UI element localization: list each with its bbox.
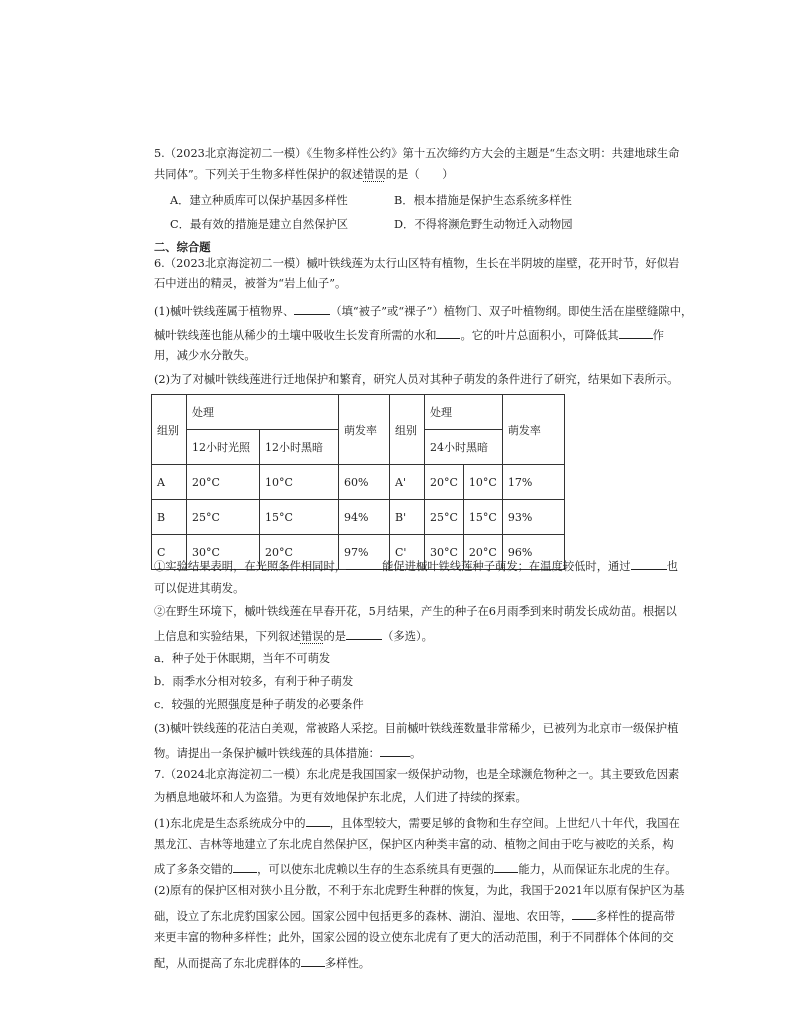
q6-choice-a[interactable]: a．种子处于休眠期，当年不可萌发	[154, 652, 331, 665]
q5-option-c[interactable]: C．最有效的措施是建立自然保护区	[170, 218, 349, 231]
table-cell: B'	[390, 500, 425, 535]
table-header-dark24: 24小时黑暗	[425, 430, 503, 465]
q7-part1-line2: 黑龙江、吉林等地建立了东北虎自然保护区，保护区内种类丰富的动、植物之间由于吃与被吃的关系，构	[154, 838, 674, 851]
table-cell: 15°C	[463, 500, 502, 535]
answer-blank[interactable]	[294, 302, 330, 315]
table-cell: 20°C	[187, 465, 260, 500]
table-header-treatment: 处理	[425, 395, 503, 430]
answer-blank[interactable]	[494, 860, 518, 873]
q6-result1-line2: 可以促进其萌发。	[154, 582, 245, 595]
table-cell: 20°C	[425, 465, 464, 500]
table-cell: 20°C	[260, 535, 339, 570]
q6-result2-line1: ②在野生环境下，槭叶铁线莲在早春开花，5月结果，产生的种子在6月雨季到来时萌发长成幼苗。根据以	[154, 605, 677, 618]
answer-blank[interactable]	[306, 814, 330, 827]
table-row	[152, 465, 565, 500]
table-cell: 96%	[502, 535, 564, 570]
q7-part2-line2: 础，设立了东北虎豹国家公园。国家公园中包括更多的森林、湖泊、湿地、农田等， 多样性的提高带	[154, 907, 675, 925]
germination-table	[151, 394, 565, 570]
q7-intro-line2: 为栖息地破坏和人为盗猎。为更有效地保护东北虎，人们进了持续的探索。	[154, 791, 527, 804]
table-cell: 25°C	[187, 500, 260, 535]
table-cell: 30°C	[425, 535, 464, 570]
emphasis-mark: 错误	[363, 168, 386, 181]
q5-option-d[interactable]: D．不得将濒危野生动物迁入动物园	[394, 218, 573, 231]
section-heading: 二、综合题	[154, 240, 211, 254]
q6-intro-line1: 6.（2023北京海淀初二一模）槭叶铁线莲为太行山区特有植物，生长在半阴坡的崖壁，花开时节，好似岩	[154, 257, 680, 270]
q6-part3-line1: (3)槭叶铁线莲的花洁白美观，常被路人采挖。目前槭叶铁线莲数量非常稀少，已被列为北京市一级保护植	[154, 722, 679, 735]
q6-intro-line2: 石中迸出的精灵，被誉为“岩上仙子”。	[154, 277, 347, 290]
table-cell: 30°C	[187, 535, 260, 570]
table-cell: 10°C	[260, 465, 339, 500]
q5-stem-line1: 5.（2023北京海淀初二一模）《生物多样性公约》第十五次缔约方大会的主题是“生态文明：共建地球生命	[154, 147, 680, 160]
table-cell: 17%	[502, 465, 564, 500]
table-cell: 20°C	[463, 535, 502, 570]
table-cell: B	[152, 500, 187, 535]
table-cell: C'	[390, 535, 425, 570]
emphasis-mark: 错误	[300, 630, 324, 643]
table-header-rate: 萌发率	[502, 395, 564, 465]
table-header-group: 组别	[390, 395, 425, 465]
q6-choice-b[interactable]: b．雨季水分相对较多，有利于种子萌发	[154, 675, 354, 688]
table-cell: 25°C	[425, 500, 464, 535]
answer-blank[interactable]	[233, 860, 257, 873]
answer-blank[interactable]	[346, 627, 382, 640]
q7-part2-line4: 配，从而提高了东北虎群体的 多样性。	[154, 954, 370, 972]
q6-part2-line: (2)为了对槭叶铁线莲进行迁地保护和繁育，研究人员对其种子萌发的条件进行了研究，结果如下表所示。	[154, 373, 679, 386]
q7-part2-line1: (2)原有的保护区相对狭小且分散，不利于东北虎野生种群的恢复，为此，我国于2021年以原有保护区为基	[154, 884, 685, 897]
table-header-rate: 萌发率	[339, 395, 390, 465]
table-cell: 93%	[502, 500, 564, 535]
q7-part1-line3: 成了多条交错的 ，可以使东北虎赖以生存的生态系统具有更强的 能力，从而保证东北虎的生存。	[154, 860, 677, 878]
table-cell: C	[152, 535, 187, 570]
table-header-dark: 12小时黑暗	[260, 430, 339, 465]
table-cell: 94%	[339, 500, 390, 535]
q5-stem-line2: 共同体”。下列关于生物多样性保护的叙述错误的是（ ）	[154, 168, 454, 181]
table-cell: 15°C	[260, 500, 339, 535]
table-header-treatment: 处理	[187, 395, 339, 430]
table-cell: 97%	[339, 535, 390, 570]
answer-blank[interactable]	[346, 557, 382, 570]
answer-blank[interactable]	[436, 326, 460, 339]
answer-blank[interactable]	[301, 954, 325, 967]
table-cell: A'	[390, 465, 425, 500]
table-header-light: 12小时光照	[187, 430, 260, 465]
q6-choice-c[interactable]: c．较强的光照强度是种子萌发的必要条件	[154, 698, 364, 711]
table-cell: A	[152, 465, 187, 500]
q6-result1-line1: ①实验结果表明，在光照条件相同时， 能促进槭叶铁线莲种子萌发；在温度较低时，通过 也	[154, 557, 678, 575]
q6-part1-line2: 槭叶铁线莲也能从稀少的土壤中吸收生长发育所需的水和 。它的叶片总面积小，可降低其 作	[154, 326, 664, 344]
q6-result2-line2: 上信息和实验结果，下列叙述错误的是 （多选）。	[154, 627, 433, 645]
table-cell: 60%	[339, 465, 390, 500]
table-header-group: 组别	[152, 395, 187, 465]
q5-option-b[interactable]: B．根本措施是保护生态系统多样性	[394, 194, 572, 207]
table-cell: 10°C	[463, 465, 502, 500]
q7-part1-line1: (1)东北虎是生态系统成分中的 ，且体型较大，需要足够的食物和生存空间。上世纪八十年代，我国在	[154, 814, 680, 832]
q6-part3-line2: 物。请提出一条保护槭叶铁线莲的具体措施： 。	[154, 744, 421, 762]
answer-blank[interactable]	[572, 907, 596, 920]
q6-part1-line1: (1)槭叶铁线莲属于植物界、 （填“被子”或“裸子”）植物门、双子叶植物纲。即使生活在崖壁缝隙中，	[154, 302, 692, 320]
q7-intro-line1: 7.（2024北京海淀初二一模）东北虎是我国国家一级保护动物，也是全球濒危物种之一。其主要致危因素	[154, 768, 680, 781]
q6-part1-line3: 用，减少水分散失。	[154, 349, 256, 362]
answer-blank[interactable]	[380, 744, 410, 757]
table-row	[152, 500, 565, 535]
answer-blank[interactable]	[619, 326, 653, 339]
q7-part2-line3: 来更丰富的物种多样性；此外，国家公园的设立使东北虎有了更大的活动范围，利于不同群体个体间的交	[154, 931, 674, 944]
q5-option-a[interactable]: A．建立种质库可以保护基因多样性	[170, 194, 348, 207]
answer-blank[interactable]	[631, 557, 667, 570]
